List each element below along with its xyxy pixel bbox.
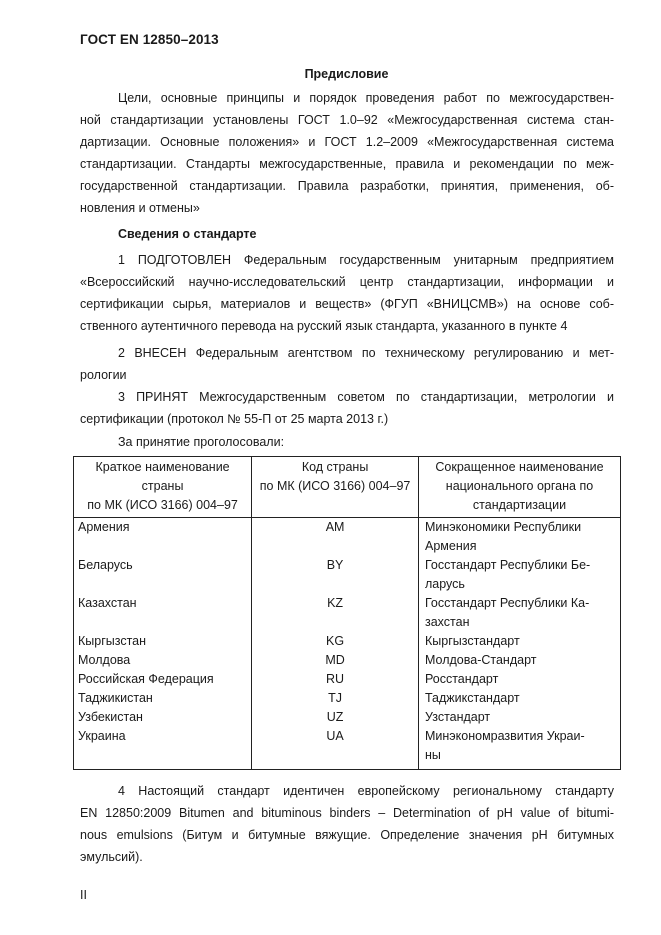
item-2-paragraph bbox=[80, 342, 614, 386]
code-cell: RU bbox=[252, 670, 419, 689]
code-cell: BY bbox=[252, 556, 419, 594]
code-cell: UZ bbox=[252, 708, 419, 727]
table-row bbox=[74, 518, 621, 557]
country-cell: Молдова bbox=[74, 651, 252, 670]
page-number: II bbox=[80, 888, 87, 902]
text-line: «Всероссийский научно-исследовательский центр стандартизации, информации и bbox=[80, 275, 614, 289]
country-cell: Узбекистан bbox=[74, 708, 252, 727]
country-cell: Таджикистан bbox=[74, 689, 252, 708]
org-cell: Минэкономразвития Украи- ны bbox=[418, 727, 620, 770]
text-line: 2 ВНЕСЕН Федеральным агентством по техническому регулированию и мет- bbox=[118, 346, 614, 360]
org-cell: Госстандарт Республики Бе- ларусь bbox=[418, 556, 620, 594]
text-line: государственной стандартизации. Правила разработки, принятия, применения, об- bbox=[80, 179, 614, 193]
table-row bbox=[74, 651, 621, 670]
country-cell: Армения bbox=[74, 518, 252, 557]
text-line: ной стандартизации установлены ГОСТ 1.0–92 «Межгосударственная система стан- bbox=[80, 113, 614, 127]
text-line: новления и отмены» bbox=[80, 201, 200, 215]
text-line: сертификации (протокол № 55-П от 25 марта 2013 г.) bbox=[80, 412, 389, 426]
standard-info-heading: Сведения о стандарте bbox=[118, 227, 257, 241]
country-cell: Российская Федерация bbox=[74, 670, 252, 689]
org-cell: Таджикстандарт bbox=[418, 689, 620, 708]
table-row bbox=[74, 727, 621, 770]
item-3-paragraph bbox=[80, 386, 614, 430]
country-cell: Украина bbox=[74, 727, 252, 770]
table-row bbox=[74, 556, 621, 594]
table-row bbox=[74, 594, 621, 632]
text-line: 4 Настоящий стандарт идентичен европейскому региональному стандарту bbox=[118, 784, 614, 798]
text-line: стандартизации. Стандарты межгосударственные, правила и рекомендации по меж- bbox=[80, 157, 614, 171]
table-row bbox=[74, 670, 621, 689]
text-line: рологии bbox=[80, 368, 127, 382]
code-cell: UA bbox=[252, 727, 419, 770]
org-cell: Росстандарт bbox=[418, 670, 620, 689]
org-cell: Кыргызстандарт bbox=[418, 632, 620, 651]
org-cell: Госстандарт Республики Ка- захстан bbox=[418, 594, 620, 632]
document-id-header: ГОСТ EN 12850–2013 bbox=[80, 32, 219, 47]
table-row bbox=[74, 632, 621, 651]
text-line: nous emulsions (Битум и битумные вяжущие. Определение значения pH битумных bbox=[80, 828, 614, 842]
country-cell: Беларусь bbox=[74, 556, 252, 594]
text-line: эмульсий). bbox=[80, 850, 143, 864]
text-line: EN 12850:2009 Bitumen and bituminous binders – Determination of pH value of bitumi- bbox=[80, 806, 614, 820]
table-header-row bbox=[74, 457, 621, 518]
table-row bbox=[74, 689, 621, 708]
header-country-name: Краткое наименование страны по МК (ИСО 3166) 004–97 bbox=[74, 457, 252, 518]
country-cell: Кыргызстан bbox=[74, 632, 252, 651]
org-cell: Узстандарт bbox=[418, 708, 620, 727]
code-cell: TJ bbox=[252, 689, 419, 708]
text-line: ственного аутентичного перевода на русский язык стандарта, указанного в пункте 4 bbox=[80, 319, 568, 333]
code-cell: KG bbox=[252, 632, 419, 651]
code-cell: MD bbox=[252, 651, 419, 670]
text-line: 1 ПОДГОТОВЛЕН Федеральным государственным унитарным предприятием bbox=[118, 253, 614, 267]
header-country-code: Код страны по МК (ИСО 3166) 004–97 bbox=[252, 457, 419, 518]
text-line: дартизации. Основные положения» и ГОСТ 1.2–2009 «Межгосударственная система bbox=[80, 135, 614, 149]
header-national-body: Сокращенное наименование национального органа по стандартизации bbox=[418, 457, 620, 518]
preface-title: Предисловие bbox=[304, 67, 389, 81]
org-cell: Молдова-Стандарт bbox=[418, 651, 620, 670]
voted-label-block bbox=[80, 431, 614, 453]
item-1-paragraph bbox=[80, 249, 614, 337]
text-line: сертификации сырья, материалов и веществ» (ФГУП «ВНИЦСМВ») на основе соб- bbox=[80, 297, 614, 311]
voting-table bbox=[73, 456, 621, 770]
code-cell: AM bbox=[252, 518, 419, 557]
item-4-paragraph bbox=[80, 780, 614, 868]
text-line: Цели, основные принципы и порядок проведения работ по межгосударствен- bbox=[118, 91, 614, 105]
table-row bbox=[74, 708, 621, 727]
org-cell: Минэкономики Республики Армения bbox=[418, 518, 620, 557]
voted-label: За принятие проголосовали: bbox=[118, 435, 285, 449]
code-cell: KZ bbox=[252, 594, 419, 632]
preface-paragraph bbox=[80, 87, 614, 219]
country-cell: Казахстан bbox=[74, 594, 252, 632]
text-line: 3 ПРИНЯТ Межгосударственным советом по стандартизации, метрологии и bbox=[118, 390, 614, 404]
